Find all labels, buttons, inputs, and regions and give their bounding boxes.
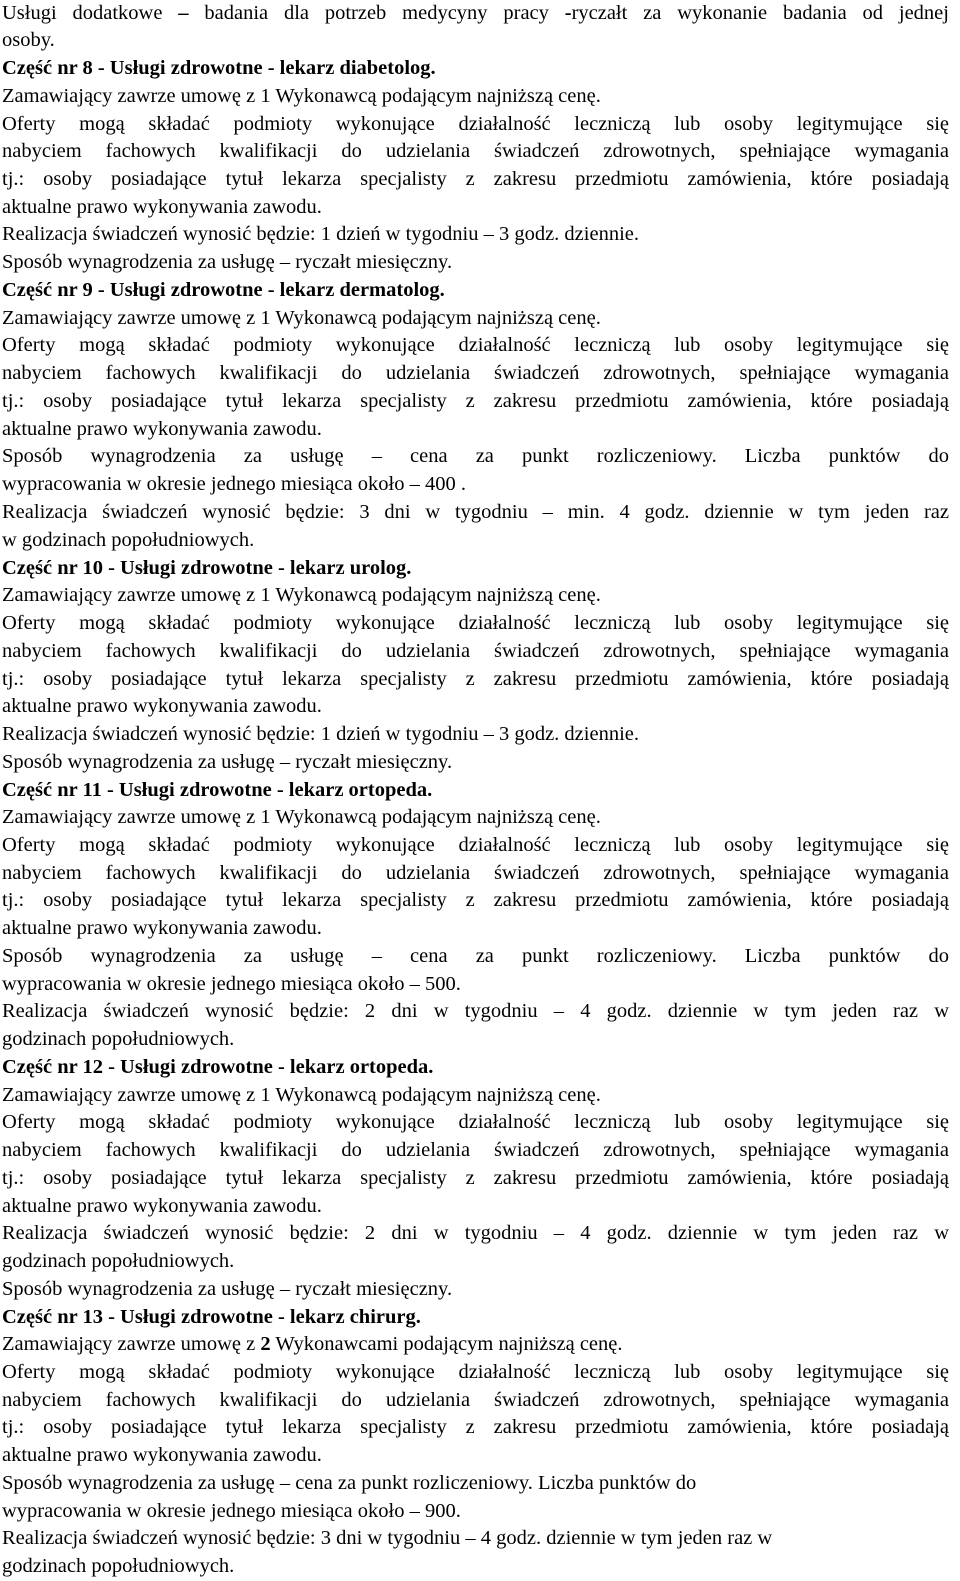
text-line	[2, 194, 949, 222]
text: aktualne prawo wykonywania zawodu.	[2, 196, 322, 218]
text: aktualne prawo wykonywania zawodu.	[2, 1444, 322, 1466]
text: Wykonawcami podającym najniższą cenę.	[270, 1333, 623, 1355]
text: aktualne prawo wykonywania zawodu.	[2, 695, 322, 717]
text-line	[2, 1165, 949, 1193]
text: ryczałt za wykonanie badania od jednej	[571, 2, 949, 24]
text: aktualne prawo wykonywania zawodu.	[2, 418, 322, 440]
text: godzinach popołudniowych.	[2, 1555, 235, 1577]
text: Oferty mogą składać podmioty wykonujące działalność leczniczą lub osoby legitymujące się	[2, 113, 949, 135]
text: Oferty mogą składać podmioty wykonujące działalność leczniczą lub osoby legitymujące się	[2, 334, 949, 356]
bold-text: Część nr 12 - Usługi zdrowotne - lekarz ortopeda.	[2, 1056, 434, 1078]
text-line	[2, 582, 949, 610]
text: Oferty mogą składać podmioty wykonujące działalność leczniczą lub osoby legitymujące się	[2, 612, 949, 634]
text-line	[2, 832, 949, 860]
text: Sposób wynagrodzenia za usługę – ryczałt miesięczny.	[2, 251, 453, 273]
text: nabyciem fachowych kwalifikacji do udzielania świadczeń zdrowotnych, spełniające wymagania	[2, 1389, 949, 1411]
text: tj.: osoby posiadające tytuł lekarza specjalisty z zakresu przedmiotu zamówienia, które posiadają	[2, 390, 949, 412]
text: Oferty mogą składać podmioty wykonujące działalność leczniczą lub osoby legitymujące się	[2, 1361, 949, 1383]
text-line	[2, 527, 949, 555]
text-line	[2, 666, 949, 694]
text-line	[2, 1331, 949, 1359]
text: Realizacja świadczeń wynosić będzie: 1 dzień w tygodniu – 3 godz. dziennie.	[2, 723, 639, 745]
text: wypracowania w okresie jednego miesiąca około – 500.	[2, 973, 461, 995]
text-line	[2, 1304, 949, 1332]
text: tj.: osoby posiadające tytuł lekarza specjalisty z zakresu przedmiotu zamówienia, które posiadają	[2, 1167, 949, 1189]
text-line	[2, 0, 949, 28]
text: godzinach popołudniowych.	[2, 1028, 235, 1050]
bold-text: Część nr 13 - Usługi zdrowotne - lekarz chirurg.	[2, 1306, 421, 1328]
text-line	[2, 804, 949, 832]
text: nabyciem fachowych kwalifikacji do udzielania świadczeń zdrowotnych, spełniające wymagania	[2, 1139, 949, 1161]
text-line	[2, 416, 949, 444]
text-line	[2, 1553, 949, 1581]
text-line	[2, 138, 949, 166]
text: wypracowania w okresie jednego miesiąca około – 900.	[2, 1500, 461, 1522]
text: Realizacja świadczeń wynosić będzie: 1 dzień w tygodniu – 3 godz. dziennie.	[2, 223, 639, 245]
text: tj.: osoby posiadające tytuł lekarza specjalisty z zakresu przedmiotu zamówienia, które posiadają	[2, 1416, 949, 1438]
text-line	[2, 998, 949, 1026]
text: Sposób wynagrodzenia za usługę – cena za punkt rozliczeniowy. Liczba punktów do	[2, 1472, 697, 1494]
text-line	[2, 777, 949, 805]
text: Zamawiający zawrze umowę z 1 Wykonawcą podającym najniższą cenę.	[2, 584, 601, 606]
text: Zamawiający zawrze umowę z 1 Wykonawcą podającym najniższą cenę.	[2, 1084, 601, 1106]
text-line	[2, 1359, 949, 1387]
text: Zamawiający zawrze umowę z 1 Wykonawcą podającym najniższą cenę.	[2, 806, 601, 828]
bold-text: Część nr 9 - Usługi zdrowotne - lekarz dermatolog.	[2, 279, 445, 301]
text-line	[2, 1082, 949, 1110]
text-line	[2, 249, 949, 277]
text: Zamawiający zawrze umowę z	[2, 1333, 261, 1355]
text-line	[2, 693, 949, 721]
text-line	[2, 1414, 949, 1442]
text-line	[2, 555, 949, 583]
text-line	[2, 499, 949, 527]
text-line	[2, 1442, 949, 1470]
text-line	[2, 915, 949, 943]
bold-text: -	[564, 2, 572, 24]
text-line	[2, 1054, 949, 1082]
text-line	[2, 887, 949, 915]
text: Sposób wynagrodzenia za usługę – cena za punkt rozliczeniowy. Liczba punktów do	[2, 945, 949, 967]
text: Sposób wynagrodzenia za usługę – ryczałt miesięczny.	[2, 751, 453, 773]
text-line	[2, 1470, 949, 1498]
text-line	[2, 111, 949, 139]
text: Sposób wynagrodzenia za usługę – cena za punkt rozliczeniowy. Liczba punktów do	[2, 445, 949, 467]
text: aktualne prawo wykonywania zawodu.	[2, 917, 322, 939]
text-line	[2, 55, 949, 83]
text: tj.: osoby posiadające tytuł lekarza specjalisty z zakresu przedmiotu zamówienia, które posiadają	[2, 168, 949, 190]
text-line	[2, 721, 949, 749]
bold-text: Część nr 8 - Usługi zdrowotne - lekarz diabetolog.	[2, 57, 436, 79]
text-line	[2, 1276, 949, 1304]
bold-text: –	[178, 2, 189, 24]
text-line	[2, 332, 949, 360]
text-line	[2, 443, 949, 471]
text-line	[2, 166, 949, 194]
text-line	[2, 27, 949, 55]
text-line	[2, 1193, 949, 1221]
text-line	[2, 1498, 949, 1526]
text: godzinach popołudniowych.	[2, 1250, 235, 1272]
text: Zamawiający zawrze umowę z 1 Wykonawcą podającym najniższą cenę.	[2, 307, 601, 329]
text: tj.: osoby posiadające tytuł lekarza specjalisty z zakresu przedmiotu zamówienia, które posiadają	[2, 889, 949, 911]
text-line	[2, 1026, 949, 1054]
text: osoby.	[2, 29, 55, 51]
text-line	[2, 749, 949, 777]
text: Oferty mogą składać podmioty wykonujące działalność leczniczą lub osoby legitymujące się	[2, 1111, 949, 1133]
text-line	[2, 360, 949, 388]
text-line	[2, 277, 949, 305]
text: nabyciem fachowych kwalifikacji do udzielania świadczeń zdrowotnych, spełniające wymagania	[2, 640, 949, 662]
text: Realizacja świadczeń wynosić będzie: 2 dni w tygodniu – 4 godz. dziennie w tym jeden raz w	[2, 1222, 949, 1244]
text-line	[2, 388, 949, 416]
text-line	[2, 638, 949, 666]
text: nabyciem fachowych kwalifikacji do udzielania świadczeń zdrowotnych, spełniające wymagania	[2, 140, 949, 162]
text-line	[2, 1109, 949, 1137]
bold-text: 2	[260, 1333, 271, 1355]
text: Realizacja świadczeń wynosić będzie: 3 dni w tygodniu – min. 4 godz. dziennie w tym jeden raz	[2, 501, 949, 523]
text: Sposób wynagrodzenia za usługę – ryczałt miesięczny.	[2, 1278, 453, 1300]
text-line	[2, 1220, 949, 1248]
text-line	[2, 943, 949, 971]
text-line	[2, 1387, 949, 1415]
bold-text: Część nr 11 - Usługi zdrowotne - lekarz ortopeda.	[2, 779, 433, 801]
text-line	[2, 860, 949, 888]
text-line	[2, 1248, 949, 1276]
bold-text: Część nr 10 - Usługi zdrowotne - lekarz urolog.	[2, 557, 412, 579]
text: Zamawiający zawrze umowę z 1 Wykonawcą podającym najniższą cenę.	[2, 85, 601, 107]
text: nabyciem fachowych kwalifikacji do udzielania świadczeń zdrowotnych, spełniające wymagania	[2, 362, 949, 384]
text: wypracowania w okresie jednego miesiąca około – 400 .	[2, 473, 466, 495]
text: w godzinach popołudniowych.	[2, 529, 255, 551]
text: Oferty mogą składać podmioty wykonujące działalność leczniczą lub osoby legitymujące się	[2, 834, 949, 856]
text-line	[2, 1525, 949, 1553]
text: Realizacja świadczeń wynosić będzie: 3 dni w tygodniu – 4 godz. dziennie w tym jeden raz w	[2, 1527, 773, 1549]
text: aktualne prawo wykonywania zawodu.	[2, 1195, 322, 1217]
text-line	[2, 471, 949, 499]
text: nabyciem fachowych kwalifikacji do udzielania świadczeń zdrowotnych, spełniające wymagania	[2, 862, 949, 884]
text: tj.: osoby posiadające tytuł lekarza specjalisty z zakresu przedmiotu zamówienia, które posiadają	[2, 668, 949, 690]
text: Realizacja świadczeń wynosić będzie: 2 dni w tygodniu – 4 godz. dziennie w tym jeden raz w	[2, 1000, 949, 1022]
text: badania dla potrzeb medycyny pracy	[188, 2, 565, 24]
text-line	[2, 221, 949, 249]
text-line	[2, 610, 949, 638]
text-line	[2, 83, 949, 111]
text-line	[2, 305, 949, 333]
text-line	[2, 971, 949, 999]
text: Usługi dodatkowe	[2, 2, 179, 24]
text-line	[2, 1137, 949, 1165]
